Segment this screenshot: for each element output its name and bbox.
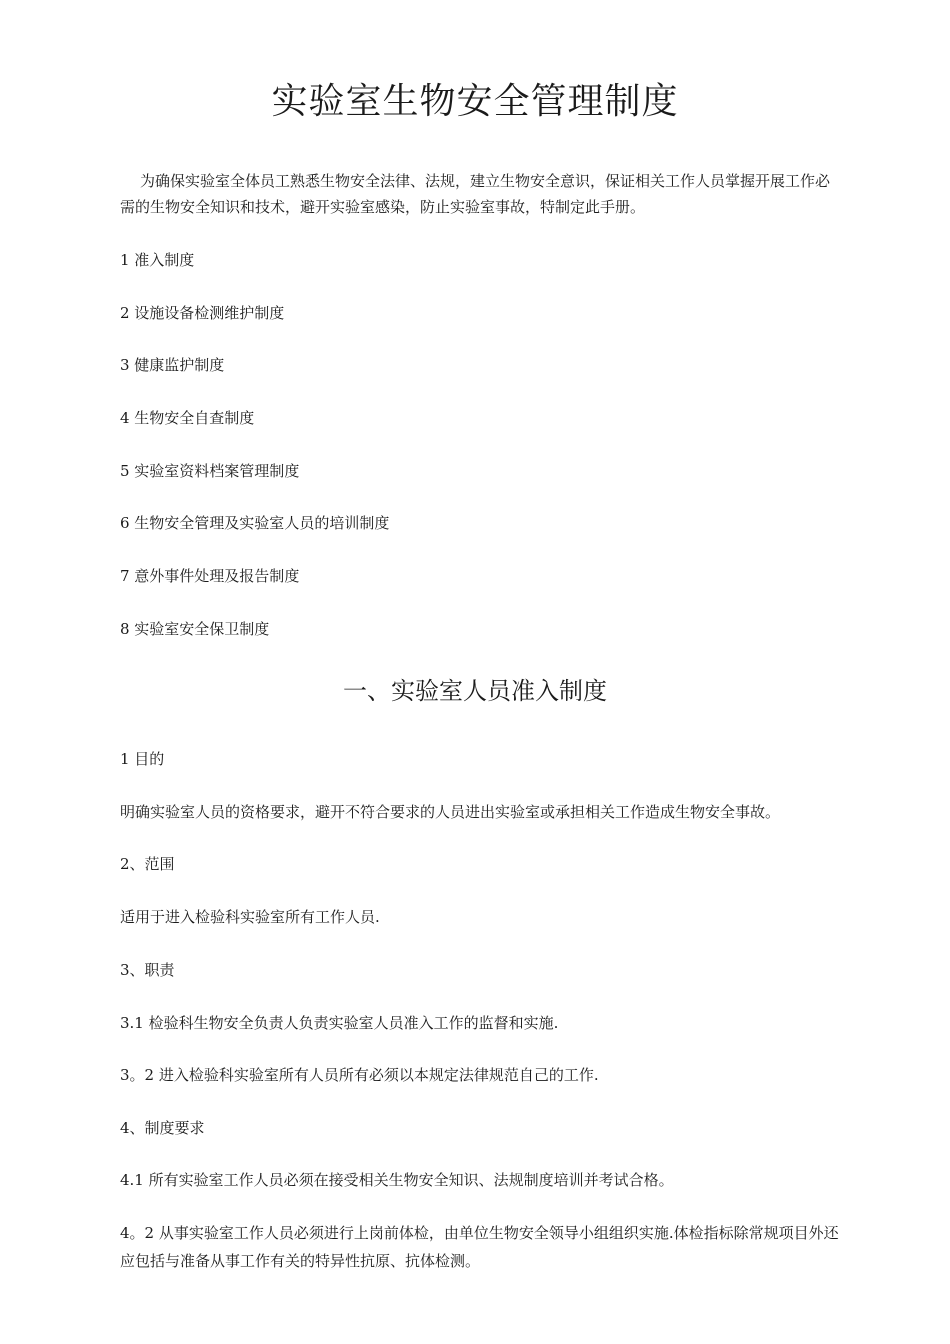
- toc-item: 3 健康监护制度: [120, 356, 225, 374]
- subsection-heading: 3、职责: [120, 961, 175, 979]
- toc-item: 2 设施设备检测维护制度: [120, 304, 285, 322]
- body-paragraph: 适用于进入检验科实验室所有工作人员.: [120, 908, 380, 926]
- toc-item: 8 实验室安全保卫制度: [120, 620, 270, 638]
- toc-item: 7 意外事件处理及报告制度: [120, 567, 300, 585]
- body-paragraph: 明确实验室人员的资格要求，避开不符合要求的人员进出实验室或承担相关工作造成生物安全事故。: [120, 803, 781, 821]
- toc-item: 6 生物安全管理及实验室人员的培训制度: [120, 514, 390, 532]
- body-paragraph: 3.1 检验科生物安全负责人负责实验室人员准入工作的监督和实施.: [120, 1014, 559, 1032]
- toc-item: 1 准入制度: [120, 251, 195, 269]
- intro-paragraph: 为确保实验室全体员工熟悉生物安全法律、法规，建立生物安全意识，保证相关工作人员掌握开展工作必需的生物安全知识和技术，避开实验室感染，防止实验室事故，特制定此手册。: [120, 172, 831, 216]
- toc-item: 4 生物安全自查制度: [120, 409, 255, 427]
- subsection-heading: 1 目的: [120, 750, 165, 768]
- body-paragraph: 4。2 从事实验室工作人员必须进行上岗前体检，由单位生物安全领导小组组织实施.体检指标除常规项目外还应包括与准备从事工作有关的特异性抗原、抗体检测。: [120, 1224, 839, 1270]
- subsection-heading: 4、制度要求: [120, 1119, 205, 1137]
- subsection-heading: 2、范围: [120, 855, 175, 873]
- section-heading: 一、实验室人员准入制度: [343, 677, 607, 705]
- toc-item: 5 实验室资料档案管理制度: [120, 462, 300, 480]
- body-paragraph: 3。2 进入检验科实验室所有人员所有必须以本规定法律规范自己的工作.: [120, 1066, 599, 1084]
- body-paragraph: 4.1 所有实验室工作人员必须在接受相关生物安全知识、法规制度培训并考试合格。: [120, 1171, 674, 1189]
- document-title: 实验室生物安全管理制度: [271, 81, 679, 122]
